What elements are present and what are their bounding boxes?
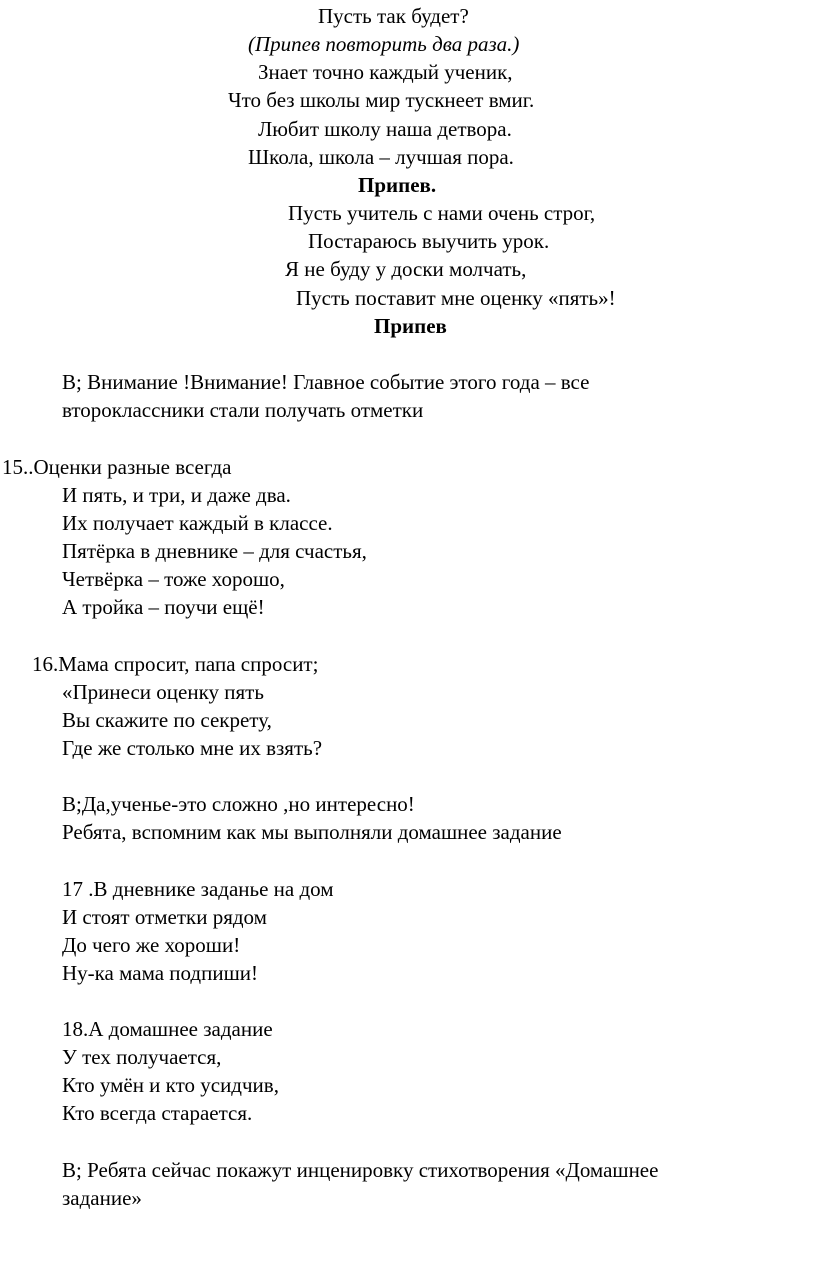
- intro-question: Пусть так будет?: [318, 4, 469, 28]
- poem-title-16: 16.Мама спросит, папа спросит;: [32, 652, 319, 676]
- verse-line: Что без школы мир тускнеет вмиг.: [228, 88, 535, 112]
- chorus-instruction: (Припев повторить два раза.): [248, 32, 520, 56]
- verse-line: Любит школу наша детвора.: [258, 117, 512, 141]
- poem-line: Вы скажите по секрету,: [62, 708, 272, 732]
- announcement-line: второклассники стали получать отметки: [62, 398, 424, 422]
- verse2-line: Пусть поставит мне оценку «пять»!: [296, 286, 616, 310]
- announcement-line: задание»: [62, 1186, 142, 1210]
- poem-title-18: 18.А домашнее задание: [62, 1017, 273, 1041]
- poem-line: У тех получается,: [62, 1045, 222, 1069]
- poem-line: И стоят отметки рядом: [62, 905, 267, 929]
- verse2-line: Пусть учитель с нами очень строг,: [288, 201, 596, 225]
- poem-line: Пятёрка в дневнике – для счастья,: [62, 539, 367, 563]
- poem-title-17: 17 .В дневнике заданье на дом: [62, 877, 334, 901]
- poem-line: «Принеси оценку пять: [62, 680, 264, 704]
- poem-line: Четвёрка – тоже хорошо,: [62, 567, 285, 591]
- poem-line: А тройка – поучи ещё!: [62, 595, 265, 619]
- announcement-line: В;Да,ученье-это сложно ,но интересно!: [62, 792, 415, 816]
- poem-line: До чего же хороши!: [62, 933, 241, 957]
- verse-line: Школа, школа – лучшая пора.: [248, 145, 514, 169]
- announcement-line: В; Внимание !Внимание! Главное событие этого года – все: [62, 370, 590, 394]
- poem-line: Их получает каждый в классе.: [62, 511, 333, 535]
- chorus-label: Припев.: [358, 173, 437, 197]
- verse2-line: Я не буду у доски молчать,: [285, 257, 527, 281]
- poem-title-15: 15..Оценки разные всегда: [2, 455, 232, 479]
- poem-line: Кто всегда старается.: [62, 1101, 253, 1125]
- poem-line: И пять, и три, и даже два.: [62, 483, 291, 507]
- poem-line: Где же столько мне их взять?: [62, 736, 323, 760]
- poem-line: Кто умён и кто усидчив,: [62, 1073, 279, 1097]
- poem-line: Ну-ка мама подпиши!: [62, 961, 258, 985]
- announcement-line: В; Ребята сейчас покажут инценировку стихотворения «Домашнее: [62, 1158, 659, 1182]
- chorus-label: Припев: [374, 314, 447, 338]
- verse2-line: Постараюсь выучить урок.: [308, 229, 550, 253]
- announcement-line: Ребята, вспомним как мы выполняли домашнее задание: [62, 820, 562, 844]
- verse-line: Знает точно каждый ученик,: [258, 60, 513, 84]
